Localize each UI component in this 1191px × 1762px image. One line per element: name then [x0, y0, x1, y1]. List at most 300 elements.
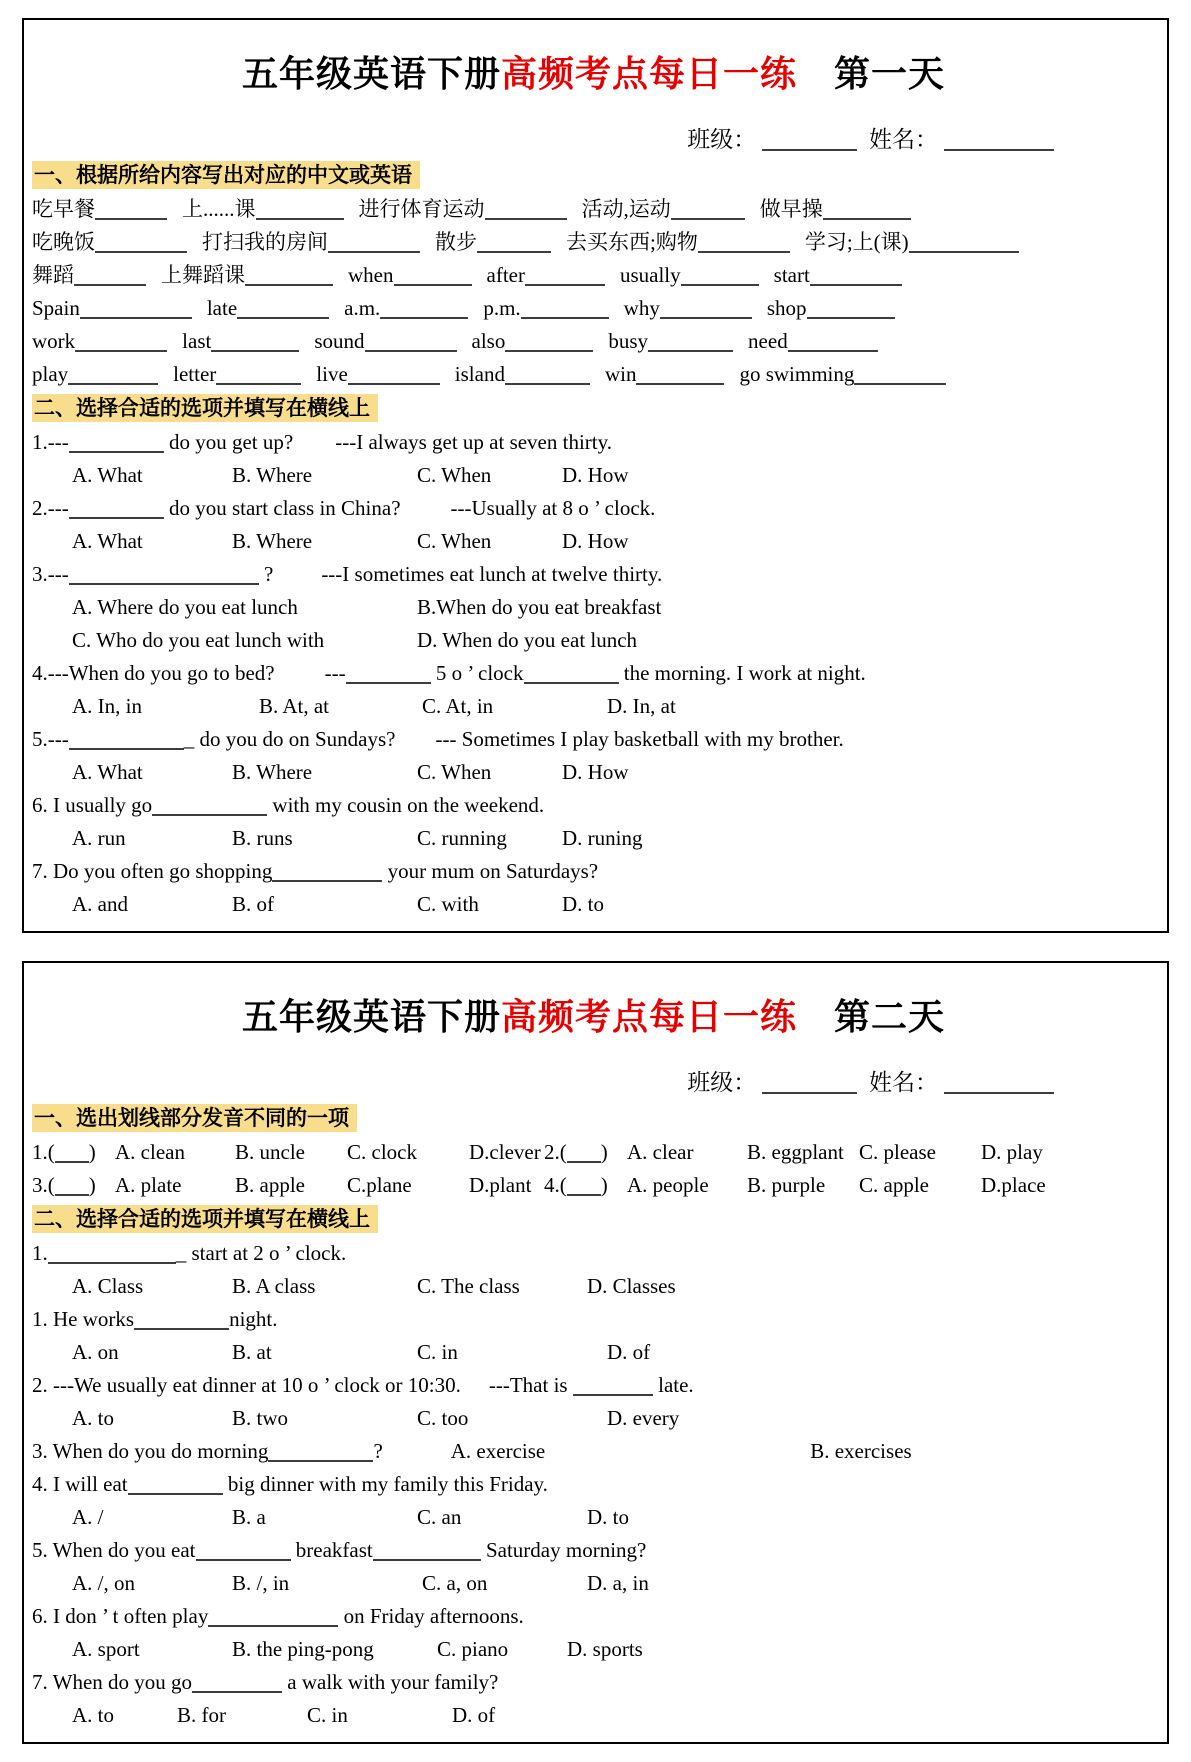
stem-text: 5 o ’ clock [430, 661, 524, 686]
option: A. to [72, 1703, 114, 1728]
answer-blank[interactable] [681, 270, 759, 286]
section2-heading: 二、选择合适的选项并填写在横线上 [32, 394, 378, 422]
page-title-day2 [32, 993, 1155, 1041]
answer-blank[interactable] [80, 303, 192, 319]
stem-text: 7. When do you go [32, 1670, 193, 1695]
option: D. In, at [607, 694, 676, 719]
class-name-line [32, 1065, 1155, 1101]
answer-blank[interactable] [521, 303, 609, 319]
vocab-term: 做早操 [759, 197, 823, 222]
question [32, 1237, 1155, 1303]
option-row [32, 1699, 1155, 1732]
option: D.place [981, 1173, 1046, 1198]
option: C. At, in [422, 694, 494, 719]
vocab-item [314, 329, 456, 353]
spacer [383, 1457, 451, 1458]
answer-blank[interactable] [152, 800, 267, 816]
stem-text: 5.--- [32, 727, 69, 752]
stem-text: the morning. I work at night. [618, 661, 866, 686]
option-row [32, 756, 1155, 789]
question [32, 789, 1155, 855]
option: A. and [72, 892, 128, 917]
phonics-list [32, 1136, 1155, 1202]
vocab-item [739, 362, 946, 386]
answer-paren-blank[interactable] [567, 1180, 601, 1196]
answer-blank[interactable] [524, 668, 619, 684]
option: A. / [72, 1505, 104, 1530]
answer-blank[interactable] [208, 1611, 338, 1627]
option: A. plate [115, 1173, 182, 1198]
option: B. eggplant [747, 1140, 844, 1165]
answer-blank[interactable] [394, 270, 472, 286]
question [32, 558, 1155, 657]
option: C. The class [417, 1274, 520, 1299]
option: A. Where do you eat lunch [72, 595, 298, 620]
answer-blank[interactable] [810, 270, 902, 286]
option: B. apple [235, 1173, 305, 1198]
vocab-item [805, 230, 1019, 254]
answer-blank[interactable] [660, 303, 752, 319]
vocab-term: go swimming [739, 362, 855, 387]
stem-text: ---That is [488, 1373, 573, 1398]
spacer [545, 1457, 810, 1458]
option: A. Class [72, 1274, 144, 1299]
option-row [32, 459, 1155, 492]
answer-blank[interactable] [95, 204, 167, 220]
vocab-term: 活动,运动 [581, 197, 671, 222]
option: B. Where [232, 760, 313, 785]
question-stem [32, 1666, 1155, 1699]
answer-blank[interactable] [380, 303, 468, 319]
option: C. When [417, 463, 492, 488]
answer-paren-blank[interactable] [55, 1180, 89, 1196]
section2-heading-row [32, 392, 1155, 425]
stem-text: 6. I usually go [32, 793, 153, 818]
question-stem [32, 855, 1155, 888]
vocab-term: start [773, 263, 810, 288]
stem-text: ? [258, 562, 274, 587]
option: D. of [452, 1703, 496, 1728]
stem-text: on Friday afternoons. [338, 1604, 524, 1629]
option: D. Classes [587, 1274, 676, 1299]
phonics-row [32, 1169, 1155, 1202]
question [32, 1534, 1155, 1600]
vocab-item [455, 362, 590, 386]
option-row [32, 591, 1155, 624]
answer-blank[interactable] [211, 336, 299, 352]
answer-blank[interactable] [477, 237, 551, 253]
answer-blank[interactable] [505, 369, 590, 385]
question-number: 4.( [544, 1173, 567, 1198]
option: B. purple [747, 1173, 826, 1198]
answer-blank[interactable] [573, 1380, 653, 1396]
option-row [32, 1336, 1155, 1369]
vocab-term: shop [766, 296, 807, 321]
vocab-row [32, 226, 1155, 259]
question-number: 2.( [544, 1140, 567, 1165]
page-title-day1 [32, 50, 1155, 98]
worksheet-day1 [22, 18, 1169, 933]
option: A. What [72, 463, 143, 488]
question-stem [32, 1600, 1155, 1633]
vocab-item [32, 329, 167, 353]
stem-text: 1.--- [32, 430, 69, 455]
vocab-term: after [486, 263, 525, 288]
answer-blank[interactable] [74, 270, 146, 286]
option: C.plane [347, 1173, 412, 1198]
option: D. every [607, 1406, 680, 1431]
option: B. for [177, 1703, 226, 1728]
option: A. What [72, 529, 143, 554]
option-row [32, 1633, 1155, 1666]
option: B. Where [232, 529, 313, 554]
answer-paren-blank[interactable] [567, 1147, 601, 1163]
answer-blank[interactable] [854, 369, 946, 385]
section2-heading: 二、选择合适的选项并填写在横线上 [32, 1205, 378, 1233]
phonics-question [32, 1169, 544, 1202]
stem-text: big dinner with my family this Friday. [222, 1472, 548, 1497]
option: C. a, on [422, 1571, 488, 1596]
section1-heading: 一、选出划线部分发音不同的一项 [32, 1104, 357, 1132]
answer-blank[interactable] [636, 369, 724, 385]
stem-text: 3.--- [32, 562, 69, 587]
stem-text: night. [229, 1307, 278, 1332]
stem-text: Saturday morning? [480, 1538, 647, 1563]
spacer [293, 448, 335, 449]
option: B. At, at [259, 694, 330, 719]
stem-text: --- [324, 661, 346, 686]
question [32, 1303, 1155, 1369]
vocab-item [32, 296, 192, 320]
option: A. /, on [72, 1571, 135, 1596]
option: A. run [72, 826, 126, 851]
vocab-term: 散步 [435, 230, 477, 255]
name-blank[interactable] [944, 135, 1054, 151]
answer-blank[interactable] [648, 336, 733, 352]
vocab-row [32, 193, 1155, 226]
question [32, 723, 1155, 789]
answer-blank[interactable] [69, 734, 184, 750]
vocab-term: 吃早餐 [32, 197, 95, 222]
vocab-item [582, 197, 745, 221]
answer-blank[interactable] [671, 204, 745, 220]
answer-blank[interactable] [216, 369, 301, 385]
answer-blank[interactable] [348, 369, 440, 385]
answer-blank[interactable] [807, 303, 895, 319]
question-stem [32, 1237, 1155, 1270]
option: C. running [417, 826, 507, 851]
vocab-term: why [623, 296, 660, 321]
answer-paren-blank[interactable] [55, 1147, 89, 1163]
option: B. runs [232, 826, 293, 851]
option: D. to [587, 1505, 629, 1530]
answer-blank[interactable] [328, 237, 420, 253]
title-grade-part: 五年级英语下册 [241, 54, 501, 95]
question-stem [32, 1369, 1155, 1402]
stem-text: ) [88, 1173, 101, 1198]
question-stem [32, 1303, 1155, 1336]
vocab-term: letter [173, 362, 217, 387]
vocab-term: need [748, 329, 788, 354]
answer-blank[interactable] [485, 204, 567, 220]
stem-text: your mum on Saturdays? [382, 859, 599, 884]
vocab-item [344, 296, 468, 320]
question [32, 492, 1155, 558]
option: D. How [562, 529, 629, 554]
stem-text: 6. I don ’ t often play [32, 1604, 209, 1629]
answer-blank[interactable] [68, 369, 158, 385]
vocab-item [32, 263, 146, 287]
stem-text: late. [652, 1373, 694, 1398]
question-number: 3.( [32, 1173, 55, 1198]
option: B. exercises [810, 1439, 912, 1464]
answer-blank[interactable] [256, 204, 344, 220]
phonics-question [32, 1136, 544, 1169]
option: D. play [981, 1140, 1043, 1165]
worksheet-day2 [22, 961, 1169, 1744]
answer-blank[interactable] [525, 270, 605, 286]
class-blank[interactable] [762, 1078, 857, 1094]
vocab-item [608, 329, 733, 353]
answer-blank[interactable] [505, 336, 593, 352]
vocab-item [435, 230, 551, 254]
answer-blank[interactable] [346, 668, 431, 684]
question [32, 1468, 1155, 1534]
vocab-term: also [471, 329, 506, 354]
option: D.plant [469, 1173, 532, 1198]
option: D. runing [562, 826, 643, 851]
name-label: 姓名： [869, 1070, 938, 1096]
spacer [401, 514, 451, 515]
vocab-item [202, 230, 420, 254]
option-row [32, 1567, 1155, 1600]
option: A. clear [627, 1140, 694, 1165]
option: C. When [417, 760, 492, 785]
title-day-part: 第一天 [797, 54, 946, 95]
vocab-item [161, 263, 333, 287]
vocab-term: last [182, 329, 212, 354]
stem-text: do you start class in China? [163, 496, 401, 521]
vocab-term: a.m. [344, 296, 381, 321]
title-day-part: 第二天 [797, 997, 946, 1038]
question [32, 1666, 1155, 1732]
answer-blank[interactable] [365, 336, 457, 352]
question [32, 1600, 1155, 1666]
vocab-item [487, 263, 605, 287]
option-row [32, 624, 1155, 657]
vocab-term: 学习;上(课) [804, 230, 909, 255]
option: C. apple [859, 1173, 929, 1198]
option: B. /, in [232, 1571, 290, 1596]
stem-text: ---I sometimes eat lunch at twelve thirty. [321, 562, 663, 587]
option: A. What [72, 760, 143, 785]
question-stem [32, 657, 1155, 690]
vocab-item [483, 296, 608, 320]
stem-text: breakfast [290, 1538, 373, 1563]
option: D. sports [567, 1637, 643, 1662]
option: C. When [417, 529, 492, 554]
stem-text: ? [373, 1439, 383, 1464]
answer-blank[interactable] [134, 1314, 229, 1330]
vocab-row [32, 358, 1155, 391]
vocab-term: sound [314, 329, 365, 354]
class-label: 班级： [687, 127, 757, 153]
vocab-term: 打扫我的房间 [202, 230, 328, 255]
vocab-item [182, 197, 344, 221]
vocab-item [32, 362, 158, 386]
answer-blank[interactable] [237, 303, 329, 319]
vocab-term: work [32, 329, 76, 354]
option-row [32, 690, 1155, 723]
vocab-item [173, 362, 301, 386]
vocab-item [767, 296, 895, 320]
vocab-item [774, 263, 902, 287]
vocab-term: play [32, 362, 69, 387]
option: C. Who do you eat lunch with [72, 628, 325, 653]
vocab-term: island [454, 362, 505, 387]
option: A. sport [72, 1637, 140, 1662]
vocab-row [32, 292, 1155, 325]
spacer [275, 679, 325, 680]
vocab-term: 上舞蹈课 [161, 263, 245, 288]
question [32, 855, 1155, 921]
answer-blank[interactable] [823, 204, 911, 220]
spacer [395, 745, 435, 746]
vocab-item [620, 263, 759, 287]
question-stem [32, 789, 1155, 822]
class-label: 班级： [687, 1070, 757, 1096]
stem-text: ) [600, 1140, 613, 1165]
vocab-list [32, 193, 1155, 391]
answer-blank[interactable] [909, 237, 1019, 253]
option: A. people [627, 1173, 709, 1198]
question [32, 657, 1155, 723]
class-blank[interactable] [762, 135, 857, 151]
vocab-term: late [206, 296, 238, 321]
option: C. too [417, 1406, 469, 1431]
stem-text: 4. I will eat [32, 1472, 128, 1497]
option: C. with [417, 892, 479, 917]
option: B.When do you eat breakfast [417, 595, 662, 620]
option: C. please [859, 1140, 936, 1165]
answer-blank[interactable] [128, 1479, 223, 1495]
stem-text: ) [88, 1140, 101, 1165]
vocab-item [760, 197, 911, 221]
option: D. of [607, 1340, 651, 1365]
option: B. uncle [235, 1140, 305, 1165]
answer-blank[interactable] [95, 237, 187, 253]
question-stem [32, 492, 1155, 525]
option: C. clock [347, 1140, 417, 1165]
option: A. exercise [450, 1439, 546, 1464]
option-row [32, 888, 1155, 921]
answer-blank[interactable] [196, 1545, 291, 1561]
option-row [32, 1402, 1155, 1435]
spacer [461, 1391, 489, 1392]
stem-text: with my cousin on the weekend. [267, 793, 545, 818]
answer-blank[interactable] [48, 1248, 176, 1264]
answer-blank[interactable] [69, 437, 164, 453]
question-stem [32, 1534, 1155, 1567]
phonics-row [32, 1136, 1155, 1169]
vocab-item [566, 230, 790, 254]
question [32, 1435, 1155, 1468]
vocab-term: 上......课 [182, 197, 256, 222]
section2-heading-row [32, 1203, 1155, 1236]
vocab-row [32, 325, 1155, 358]
stem-text: 3. When do you do morning [32, 1439, 269, 1464]
option: D. How [562, 463, 629, 488]
answer-blank[interactable] [272, 866, 382, 882]
section1-heading-row [32, 1102, 1155, 1135]
stem-text: _ start at 2 o ’ clock. [175, 1241, 347, 1266]
option: A. on [72, 1340, 119, 1365]
title-highlight-part: 高频考点每日一练 [500, 54, 797, 95]
option: A. clean [115, 1140, 185, 1165]
answer-blank[interactable] [69, 503, 164, 519]
option: D. to [562, 892, 604, 917]
vocab-term: live [316, 362, 348, 387]
vocab-term: when [348, 263, 394, 288]
title-highlight-part: 高频考点每日一练 [500, 997, 797, 1038]
phonics-question [544, 1136, 1056, 1169]
option-row [32, 525, 1155, 558]
question-stem [32, 723, 1155, 756]
name-blank[interactable] [944, 1078, 1054, 1094]
option: D. When do you eat lunch [417, 628, 638, 653]
option: D. a, in [587, 1571, 649, 1596]
question [32, 1369, 1155, 1435]
vocab-term: busy [608, 329, 649, 354]
vocab-term: 去买东西;购物 [566, 230, 698, 255]
option: C. an [417, 1505, 462, 1530]
answer-blank[interactable] [788, 336, 878, 352]
answer-blank[interactable] [373, 1545, 481, 1561]
stem-text: a walk with your family? [282, 1670, 499, 1695]
answer-blank[interactable] [75, 336, 167, 352]
option: B. A class [232, 1274, 316, 1299]
vocab-item [182, 329, 299, 353]
answer-blank[interactable] [245, 270, 333, 286]
vocab-term: 吃晚饭 [32, 230, 95, 255]
stem-text: 2.--- [32, 496, 69, 521]
option: B. at [232, 1340, 272, 1365]
vocab-item [32, 230, 187, 254]
stem-text: 7. Do you often go shopping [32, 859, 273, 884]
title-grade-part: 五年级英语下册 [241, 997, 501, 1038]
answer-blank[interactable] [268, 1446, 373, 1462]
vocab-item [748, 329, 878, 353]
answer-blank[interactable] [192, 1677, 282, 1693]
question-stem [32, 1435, 1155, 1468]
vocab-term: 进行体育运动 [358, 197, 485, 222]
vocab-row [32, 259, 1155, 292]
answer-blank[interactable] [698, 237, 790, 253]
answer-blank[interactable] [69, 569, 259, 585]
option-row [32, 822, 1155, 855]
stem-text: _ do you do on Sundays? [183, 727, 396, 752]
section1-heading-row [32, 159, 1155, 192]
option: C. in [307, 1703, 348, 1728]
option: A. to [72, 1406, 114, 1431]
question [32, 426, 1155, 492]
vocab-item [207, 296, 329, 320]
option: A. In, in [72, 694, 142, 719]
stem-text: ---Usually at 8 o ’ clock. [450, 496, 656, 521]
vocab-item [472, 329, 594, 353]
vocab-term: p.m. [483, 296, 521, 321]
stem-text: 5. When do you eat [32, 1538, 196, 1563]
